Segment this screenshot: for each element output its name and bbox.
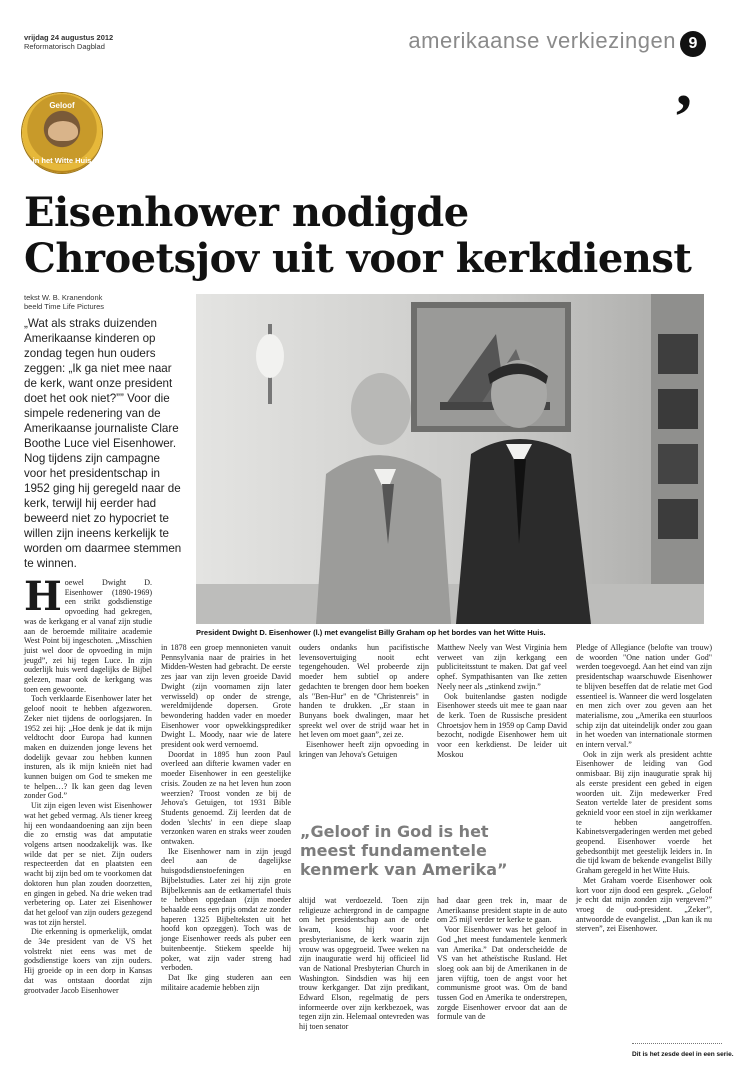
drop-cap: H: [24, 573, 62, 620]
paragraph: had daar geen trek in, maar de Amerikaanse president stapte in de auto om 25 mijl verder ter kerke te gaan.: [437, 896, 567, 925]
paragraph: in 1878 een groep mennonieten vanuit Pennsylvania naar de prairies in het Midden-Westen had gebracht. De eerste zes jaar van zijn leven groeide David Dwight (zijn voornamen zijn later verwisseld) op onder de strenge, wereldmijdende dopersen. Grote bewondering hadden vader en moeder Eisenhower voor opwekkingsprediker Dwight L. Moody, naar wie de latere president ook werd vernoemd.: [161, 643, 291, 750]
photo-illustration: [196, 294, 704, 624]
article-column-4: [437, 643, 567, 759]
paragraph: Ook in zijn werk als president achtte Eisenhower de leiding van God onmisbaar. Bij zijn inauguratie sprak hij als eerste president een gebed in eigen woorden uit. Zijn medewerker Fred Seaton vertelde later de president soms geknield voor een stoel in zijn werkkamer te hebben aangetroffen. Kabinetsvergaderingen werden met gebed geopend. Eisenhower voerde het gebedsontbijt met geestelijk leiders in. In die tijd kwam de bekende evangelist Billy Graham geregeld in het Witte Huis.: [576, 749, 712, 876]
paragraph: oewel Dwight D. Eisenhower (1890-1969) een strikt godsdienstige opvoeding had gekregen, was de kerkgang er al vanaf zijn studie aan de beroemde militaire academie West Point bij ingeschoten. „Misschien juist wel door de opvoeding in mijn jeugd”, zei hij tegen Luce. In zijn ouderlijk huis werd dagelijks de Bijbel gelezen, maar ook de kerkgang was toen een gewoonte.: [24, 578, 152, 694]
article-column-4-lower: [437, 896, 567, 1022]
paragraph: Dat Ike ging studeren aan een militaire academie hebben zijn: [161, 972, 291, 992]
divider: [632, 1043, 722, 1044]
newspaper-name: Reformatorisch Dagblad: [24, 42, 105, 51]
photo-credit: beeld Time Life Pictures: [24, 302, 105, 311]
paragraph: altijd wat verdoezeld. Toen zijn religieuze achtergrond in de campagne om het presidentschap aan de orde kwam, koos hij voor het presbyterianisme, de kerk waarin zijn vrouw was opgegroeid. Twee weken na zijn inauguratie werd hij officieel lid van de National Presbyterian Church in Washington. Sindsdien was hij een trouw kerkganger. Dat zijn predikant, Edward Elson, regelmatig de pers informeerde over zijn kerkbezoek, was tegen zijn zin. Helemaal ontevreden was hij toen senator: [299, 896, 429, 1032]
paragraph: Voor Eisenhower was het geloof in God „het meest fundamentele kenmerk van Amerika.” Dat onderscheidde de VS van het atheïstische Rusland. Het sloeg ook aan bij de Amerikanen in de jaren vijftig, toen de angst voor het communisme groot was. Om de band tussen God en Amerika te onderstrepen, zorgde Eisenhower ervoor dat aan de formule van de: [437, 925, 567, 1022]
badge-top-text: Geloof: [49, 101, 75, 110]
article-column-1: [24, 573, 152, 995]
paragraph: Ook buitenlandse gasten nodigde Eisenhower steeds uit mee te gaan naar de kerk. Toen de Russische president Chroetsjov hem in 1959 op Camp David bezocht, nodigde Eisenhower hem uit voor een kerkdienst. De leider uit Moskou: [437, 691, 567, 759]
badge-bottom-text: in het Witte Huis: [32, 156, 92, 165]
paragraph: Uit zijn eigen leven wist Eisenhower wat het gebed vermag. Als tiener kreeg hij een wondaandoening aan zijn been die zo ernstig was dat amputatie volgens artsen noodzakelijk was. Ike wilde dat per se niet. Zijn ouders respecteerden dat en plaatsten een wacht bij zijn bed om te voorkomen dat doktoren hun plan zouden doorzetten, en gingen in gebed. Na drie weken trad verbetering op. Later zei Eisenhower dat het geloof van zijn ouders gezegend was tot zijn herstel.: [24, 801, 152, 927]
comma-logo-icon: ,: [676, 48, 692, 119]
author-credit: tekst W. B. Kranendonk: [24, 293, 103, 302]
praying-hands-icon: [48, 121, 78, 141]
article-column-3-lower: [299, 896, 429, 1032]
paragraph: Eisenhower heeft zijn opvoeding in kringen van Jehova's Getuigen: [299, 740, 429, 759]
series-badge: [22, 93, 102, 173]
credits: [24, 293, 104, 311]
paragraph: Met Graham voerde Eisenhower ook kort voor zijn dood een gesprek. „Geloof je echt dat mijn zonden zijn vergeven?” vroeg de oud-president. „Zeker”, antwoordde de evangelist. „Dan kan ik nu sterven”, zei Eisenhower.: [576, 875, 712, 934]
section-title: amerikaanse verkiezingen: [408, 28, 676, 53]
series-footnote: Dit is het zesde deel in een serie.: [632, 1051, 734, 1058]
main-photo: [196, 294, 704, 624]
paragraph: Die erkenning is opmerkelijk, omdat de 34e president van de VS het volstrekt niet eens was met de godsdienstige koers van zijn ouders. Hij groeide op in een dorp in Kansas dat was ontstaan doordat zijn grootvader Jacob Eisenhower: [24, 927, 152, 995]
paragraph: ouders ondanks hun pacifistische levensovertuiging nooit echt tegengehouden. Wel probeerde zijn moeder hem subtiel op andere gedachten te brengen door hem boeken als "Ben-Hur" en de "Christenreis" in handen te drukken. „Er staan in Bunyans boek dwalingen, maar het spreekt wel over de strijd waar het in het leven om moet gaan”, zei ze.: [299, 643, 429, 740]
headline: Eisenhower nodigde Chroetsjov uit voor kerkdienst: [24, 189, 692, 282]
paragraph: Matthew Neely van West Virginia hem verweet van zijn kerkgang een publiciteitsstunt te maken. Dat gaf veel ophef. Sympathisanten van Ike zetten Neely neer als „stinkend zwijn.”: [437, 643, 567, 691]
article-column-3: [299, 643, 429, 759]
page-number: 9: [680, 31, 706, 57]
paragraph: Toch verklaarde Eisenhower later het geloof nooit te hebben afgezworen. Zeker niet tijdens de oorlogsjaren. In 1952 zei hij: „Hoe denk je dat ik mijn veldtocht door Europa had kunnen maken en duizenden jonge levens het dodelijk gevaar zou hebben kunnen insturen, als ik mijn knieën niet had kunnen buigen om God te smeken me te helpen…? Ik kan geen dag leven zonder God.”: [24, 694, 152, 801]
paragraph: Ike Eisenhower nam in zijn jeugd deel aan de dagelijkse huisgodsdienstoefeningen en Bijbelstudies. Later zei hij zijn grote Bijbelkennis aan de eetkamertafel thuis te hebben opgedaan (zijn moeder behaalde eens een prijs omdat ze zonder haperen 1325 Bijbelteksten uit het hoofd kon opzeggen). Toch was de jonge Eisenhower reeds als puber een buitenbeentje. Stiekem speelde hij poker, wat zijn vader streng had verboden.: [161, 846, 291, 973]
paragraph: Pledge of Allegiance (belofte van trouw) de woorden "One nation under God" werden toegevoegd. Aan het eind van zijn presidentschap waarschuwde Eisenhower te blijven beseffen dat de relatie met God essentieel is. Wanneer die werd losgelaten en men zich over zou geven aan het materialisme, zou „Amerika een stuurloos schip zijn dat uiteindelijk onder zou gaan in het woeden van internationale stormen en intern verval.”: [576, 643, 712, 750]
photo-caption: President Dwight D. Eisenhower (l.) met evangelist Billy Graham op het bordes van het Witte Huis.: [196, 628, 546, 637]
issue-date: vrijdag 24 augustus 2012: [24, 33, 114, 42]
intro-text: „Wat als straks duizenden Amerikaanse kinderen op zondag tegen hun ouders zeggen: „Ik ga niet mee naar de kerk, want onze president doet het ook niet?”” Voor die simpele redenering van de Amerikaanse journaliste Clare Boothe Luce viel Eisenhower. Nog tijdens zijn campagne voor het presidentschap in 1952 ging hij geregeld naar de kerk, terwijl hij eerder had beweerd niet zo hypocriet te willen zijn ineens kerkelijk te worden om daarmee stemmen te winnen.: [24, 317, 182, 570]
pull-quote: „Geloof in God is het meest fundamentele kenmerk van Amerika”: [300, 822, 508, 879]
masthead-meta: [24, 33, 113, 51]
article-column-2: [161, 643, 291, 992]
paragraph: Doordat in 1895 hun zoon Paul overleed aan difterie kwamen vader en moeder Eisenhower in een geestelijke crisis. Zouden ze na het leven hun zoon weerzien? Troost vonden ze bij de Jehova's Getuigen, tot 1931 Bible Students genoemd. Zij leerden dat de doden 'slechts' in een diepe slaap verzonken waren en straks weer zouden ontwaken.: [161, 749, 291, 847]
article-column-5: [576, 643, 712, 934]
